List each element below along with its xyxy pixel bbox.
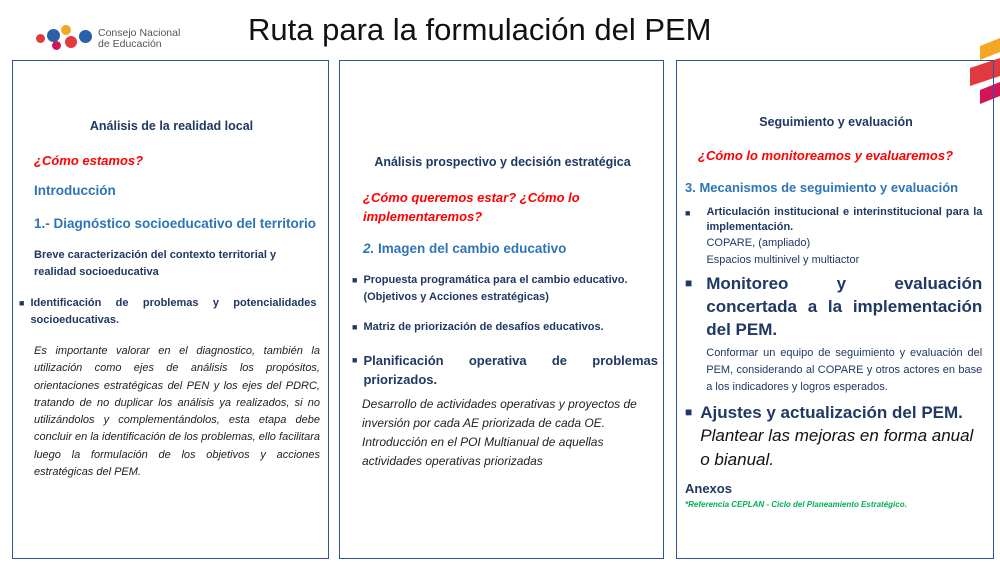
column-analysis	[12, 60, 329, 559]
col1-intro: Introducción	[34, 183, 116, 198]
col3-bullet3-body	[700, 401, 982, 472]
col3-bullet1-text: Articulación institucional e interinstitucional para la implementación.	[706, 206, 983, 233]
col3-bullet3	[685, 401, 983, 472]
logo-mark	[36, 24, 96, 54]
col2-section	[363, 241, 566, 256]
col1-bullet-text: Identificación de problemas y potencialidades socioeducativas.	[30, 297, 317, 326]
logo-line1: Consejo Nacional	[98, 27, 181, 39]
col3-annex: Anexos	[685, 481, 732, 496]
col2-bullet2	[352, 319, 658, 336]
column-prospective	[339, 60, 664, 559]
col2-question: ¿Cómo queremos estar? ¿Cómo lo implementaremos?	[363, 190, 580, 224]
col1-section: 1.- Diagnóstico socioeducativo del territorio	[34, 216, 317, 231]
col2-bullet1-text: Propuesta programática para el cambio educativo. (Objetivos y Acciones estratégicas)	[363, 274, 628, 303]
col3-bullet2-desc: Conformar un equipo de seguimiento y evaluación del PEM, considerando al COPARE y otros actores en base a los indicadores y logros esperados.	[706, 347, 983, 393]
col3-bullet3-desc: Plantear las mejoras en forma anual o bianual.	[700, 426, 974, 469]
col2-heading: Análisis prospectivo y decisión estratégica	[374, 155, 631, 169]
bullet-icon: ■	[352, 275, 358, 285]
bullet-icon: ■	[685, 208, 691, 218]
col2-bullet1	[352, 272, 658, 306]
col2-bullet2-text: Matriz de priorización de desafíos educativos.	[363, 321, 604, 333]
col3-reference: *Referencia CEPLAN - Ciclo del Planeamiento Estratégico.	[685, 500, 907, 509]
col1-bullet	[19, 295, 321, 329]
col3-question: ¿Cómo lo monitoreamos y evaluaremos?	[698, 148, 954, 163]
bullet-icon: ■	[685, 276, 693, 290]
col3-bullet2-text: Monitoreo y evaluación concertada a la implementación del PEM.	[706, 274, 983, 339]
col3-bullet1-body	[706, 205, 982, 269]
bullet-icon: ■	[19, 298, 25, 308]
col1-heading: Análisis de la realidad local	[89, 119, 254, 133]
col1-brief: Breve caracterización del contexto territorial y realidad socioeducativa	[34, 249, 277, 278]
col3-bullet2-body	[706, 272, 982, 396]
col3-bullet3-text: Ajustes y actualización del PEM.	[700, 403, 963, 422]
bullet-icon: ■	[352, 355, 358, 365]
col3-bullet1-line3: Espacios multinivel y multiactor	[706, 254, 860, 266]
col2-bullet3-text: Planificación operativa de problemas priorizados.	[363, 353, 658, 387]
logo-line2: de Educación	[98, 38, 162, 50]
bullet-icon: ■	[685, 405, 693, 419]
col3-heading: Seguimiento y evaluación	[759, 115, 913, 129]
column-monitoring	[676, 60, 994, 559]
col1-question: ¿Cómo estamos?	[34, 153, 144, 168]
col3-bullet2	[685, 272, 983, 396]
col2-section-title: Imagen del cambio educativo	[378, 241, 567, 256]
page-title: Ruta para la formulación del PEM	[248, 12, 712, 47]
col2-paragraph: Desarrollo de actividades operativas y proyectos de inversión por cada AE priorizada de cada OE. Introducción en el POI Multianual de aquellas actividades operativas priorizadas	[362, 397, 637, 468]
logo	[36, 24, 180, 54]
col3-section: 3. Mecanismos de seguimiento y evaluación	[685, 180, 959, 195]
col1-paragraph: Es importante valorar en el diagnostico, también la utilización como ejes de análisis los propósitos, orientaciones estratégicas del PEN y los ejes del PDRC, tratando de no duplicar los análisis ya realizados, si no utilizándolos y complementándolos, esta etapa debe concluir en la identificación de los problemas, ello facilitara luego la formulación de los objetivos y acciones estratégicas del PEM.	[34, 345, 320, 479]
col3-bullet1	[685, 205, 983, 269]
bullet-icon: ■	[352, 322, 358, 332]
col3-bullet1-line2: COPARE, (ampliado)	[706, 237, 811, 249]
col2-section-number: 2.	[363, 241, 375, 256]
logo-text	[98, 28, 180, 50]
col2-bullet3	[352, 351, 658, 389]
